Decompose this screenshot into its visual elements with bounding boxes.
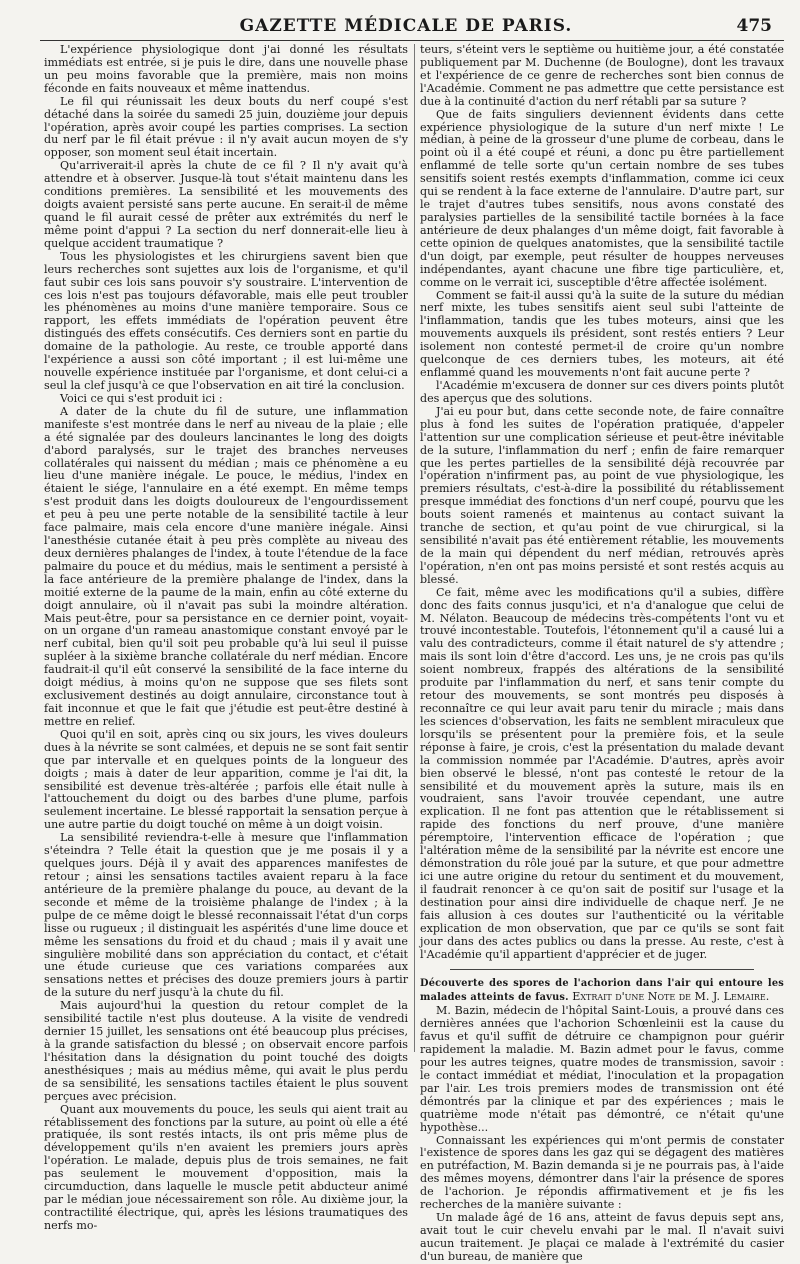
paragraph: Quoi qu'il en soit, après cinq ou six jours, les vives douleurs dues à la névrite se sont calmées, et depuis ne se sont fait sentir que par intervalle et en quelques points de la longueur des doigts ; mais à dater de leur apparition, comme je l'ai dit, la sensibilité est devenue très-altérée ; parfois elle était nulle à l'attouchement du doigt ou des barbes d'une plume, parfois seulement incertaine. Le blessé rapportait la sensation perçue à une autre partie du doigt touché on même à un doigt voisin. [44, 727, 409, 832]
paragraph: l'Académie m'excusera de donner sur ces divers points plutôt des aperçus que des solutions. [420, 378, 784, 405]
left-column [44, 43, 409, 1232]
section-title: Découverte des spores de l'achorion dans l'air qui entoure les malades atteints de favus. [420, 978, 784, 1004]
paragraph: Mais aujourd'hui la question du retour complet de la sensibilité tactile n'est plus douteuse. A la visite de vendredi dernier 15 juillet, les sensations ont été beaucoup plus précises, à la grande satisfaction du blessé ; on observait encore parfois l'hésitation dans la désignation du point touché des doigts anesthésiques ; mais au médius même, qui avait le plus perdu de sa sensibilité, les sensations tactiles étaient le plus souvent perçues avec précision. [44, 999, 408, 1103]
paragraph: Ce fait, même avec les modifications qu'il a subies, diffère donc des faits connus jusqu'ici, et n'a d'analogue que celui de M. Nélaton. Beaucoup de médecins très-compétents l'ont vu et trouvé incontestable. Toutefois, l'étonnement qu'il a causé lui a valu des contradicteurs, comme il était naturel de s'y attendre ; mais ils sont loin d'être d'accord. Les uns, je ne crois pas qu'ils soient nombreux, frappés des altérations de la sensibilité produite par l'inflammation du nerf, et sans tenir compte du retour des mouvements, se sont montrés peu disposés à reconnaître ce qui leur avait paru tenir du miracle ; mais dans les sciences d'observation, les faits ne semblent miraculeux que lorsqu'ils se présentent pour la première fois, et la seule réponse à faire, je crois, c'est la présentation du malade devant la commission nommée par l'Académie. D'autres, après avoir bien observé le blessé, n'ont pas contesté le retour de la sensibilité et du mouvement après la suture, mais ils en voudraient, sans l'avoir trouvée cependant, une autre explication. Il ne font pas attention que le rétablissement si rapide des fonctions du nerf prouve, d'une manière péremptoire, l'intervention efficace de l'opération ; que l'altération même de la sensibilité par la névrite est encore une démonstration du rôle joué par la suture, et que pour admettre ici une autre origine du retour du sentiment et du mouvement, il faudrait renoncer à ce qu'on sait de positif sur l'usage et la destination pour ainsi dire individuelle de chaque nerf. Je ne fais allusion à ces doutes sur l'authenticité ou la véritable explication de mon observation, que par ce qu'ils se sont fait jour dans des actes publics ou dans la presse. Au reste, c'est à l'Académie qu'il appartient d'apprécier et de juger. [420, 585, 784, 961]
paragraph: La sensibilité reviendra-t-elle à mesure que l'inflammation s'éteindra ? Telle était la question que je me posais il y a quelques jours. Déjà il y avait des apparences manifestes de retour ; ainsi les sensations tactiles avaient reparu à la face antérieure de la première phalange du pouce, au devant de la seconde et même de la troisième phalange de l'index ; à la pulpe de ce même doigt le blessé reconnaissait l'état d'un corps lisse ou rugueux ; il distinguait les aspérités d'une lime douce et même les sensations du froid et du chaud ; mais il y avait une singulière mobilité dans son appréciation du contact, et c'était une étude curieuse que ces variations comparées aux sensations nettes et précises des douze premiers jours à partir de la suture du nerf jusqu'à la chute du fil. [44, 831, 408, 1000]
paragraph: Un malade âgé de 16 ans, atteint de favus depuis sept ans, avait tout le cuir chevelu envahi par le mal. Il n'avait suivi aucun traitement. Je plaçai ce malade à l'extrémité du casier d'un bureau, de manière que [420, 1211, 784, 1263]
paragraph: J'ai eu pour but, dans cette seconde note, de faire connaître plus à fond les suites de l'opération pratiquée, d'appeler l'attention sur une complication sérieuse et peut-être inévitable de la suture, l'inflammation du nerf ; enfin de faire remarquer que les pertes partielles de la sensibilité déjà recouvrée par l'opération n'infirment pas, au point de vue physiologique, les premiers résultats, c'est-à-dire la possibilité du rétablissement presque immédiat des fonctions d'un nerf coupé, pourvu que les bouts soient ramenés et maintenus au contact suivant la tranche de section, et qu'au point de vue chirurgical, si la sensibilité n'avait pas été entièrement rétablie, les mouvements de la main qui dépendent du nerf médian, retrouvés après l'opération, n'en ont pas moins persisté et sont restés acquis au blessé. [420, 404, 784, 586]
paragraph: teurs, s'éteint vers le septième ou huitième jour, a été constatée publiquement par M. Duchenne (de Boulogne), dont les travaux et l'expérience de ce genre de recherches sont bien connus de l'Académie. Comment ne pas admettre que cette persistance est due à la continuité d'action du nerf rétabli par sa suture ? [420, 43, 784, 108]
paragraph: Le fil qui réunissait les deux bouts du nerf coupé s'est détaché dans la soirée du samedi 25 juin, douzième jour depuis l'opération, après avoir coupé les parties comprises. La section du nerf par le fil était prévue : il n'y avait aucun moyen de s'y opposer, son moment seul était incertain. [44, 94, 408, 160]
paragraph: Voici ce qui s'est produit ici : [60, 391, 223, 405]
paragraph: A dater de la chute du fil de suture, une inflammation manifeste s'est montrée dans le nerf au niveau de la plaie ; elle a été signalée par des douleurs lancinantes le long des doigts d'abord paralysés, sur le trajet des branches nerveuses collatérales qui naissent du médian ; mais ce phénomène a eu lieu d'une manière inégale. Le pouce, le médius, l'index en étaient le siége, l'annulaire en a été exempt. En même temps s'est produit dans les doigts douloureux de l'engourdissement et peu à peu une perte notable de la sensibilité tactile à leur face palmaire, mais cela encore d'une manière inégale. Ainsi l'anesthésie cutanée était à peu près complète au niveau des deux dernières phalanges de l'index, à toute l'étendue de la face palmaire du pouce et du médius, mais le sentiment a persisté à la face antérieure de la première phalange de l'index, dans la moitié externe de la paume de la main, enfin au côté externe du doigt annulaire, où il n'avait pas subi la moindre altération. Mais peut-être, pour sa persistance en ce dernier point, voyait-on un organe d'un rameau anastomique constant envoyé par le nerf cubital, bien qu'il soit peu probable qu'à lui seul il puisse supléer à la sixième branche collatérale du nerf médian. Encore faudrait-il qu'il eût conservé la sensibilité de la face interne du doigt médius, à moins qu'on ne suppose que ses filets sont exclusivement destinés au doigt annulaire, circonstance tout à fait inconnue et que le fait que j'étudie est peut-être destiné à mettre en relief. [44, 404, 408, 728]
journal-title: GAZETTE MÉDICALE DE PARIS. [239, 16, 573, 36]
section-subtitle: Extrait d'une Note de M. J. Lemaire. [572, 990, 770, 1004]
paragraph: Comment se fait-il aussi qu'à la suite de la suture du médian nerf mixte, les tubes sensitifs aient seul subi l'atteinte de l'inflammation, tandis que les tubes moteurs, ainsi que les mouvements auxquels ils président, sont restés entiers ? Leur isolement non contesté permet-il de croire qu'un nombre quelconque de ces derniers tubes, les moteurs, ait été enflammé quand les mouvements n'ont fait aucune perte ? [420, 288, 784, 380]
section-heading [420, 977, 784, 1005]
right-column [420, 43, 784, 1263]
paragraph: Quant aux mouvements du pouce, les seuls qui aient trait au rétablissement des fonctions par la suture, au point où elle a été pratiquée, ils sont restés intacts, ils ont pris même plus de développement qu'ils n'en avaient les premiers jours après l'opération. Le malade, depuis plus de trois semaines, ne fait pas seulement le mouvement d'opposition, mais la circumduction, dans laquelle le muscle petit abducteur animé par le médian joue nécessairement son rôle. Au dixième jour, la contractilité électrique, qui, après les lésions traumatiques des nerfs mo- [44, 1102, 408, 1232]
page-number: 475 [736, 16, 772, 36]
header-rule [40, 40, 784, 41]
paragraph: Qu'arriverait-il après la chute de ce fil ? Il n'y avait qu'à attendre et à observer. Jusque-là tout s'était maintenu dans les conditions premières. La sensibilité et les mouvements des doigts avaient persisté sans perte aucune. En serait-il de même quand le fil aurait cessé de prêter aux extrémités du nerf le même point d'appui ? La section du nerf donnerait-elle lieu à quelque accident traumatique ? [44, 159, 408, 250]
section-rule [450, 969, 754, 970]
paragraph: Connaissant les expériences qui m'ont permis de constater l'existence de spores dans les gaz qui se dégagent des matières en putréfaction, M. Bazin demanda si je ne pourrais pas, à l'aide des mêmes moyens, démontrer dans l'air la présence de spores de l'achorion. Je répondis affirmativement et je fis les recherches de la manière suivante : [420, 1133, 784, 1212]
paragraph: Tous les physiologistes et les chirurgiens savent bien que leurs recherches sont sujettes aux lois de l'organisme, et qu'il faut subir ces lois sans pouvoir s'y soustraire. L'intervention de ces lois n'est pas toujours défavorable, mais elle peut troubler les phénomènes au moins d'une manière temporaire. Sous ce rapport, les effets immédiats de l'opération peuvent être distingués des effets consécutifs. Ces derniers sont en partie du domaine de la pathologie. Au reste, ce trouble apporté dans l'expérience a aussi son côté important ; il est lui-même une nouvelle expérience instituée par l'organisme, et dont celui-ci a seul la clef jusqu'à ce que l'observation en ait tiré la conclusion. [44, 249, 408, 392]
paragraph: L'expérience physiologique dont j'ai donné les résultats immédiats est entrée, si je puis le dire, dans une nouvelle phase un peu moins favorable que la première, mais non moins féconde en faits nouveaux et même inattendus. [44, 43, 408, 95]
paragraph: Que de faits singuliers deviennent évidents dans cette expérience physiologique de la suture d'un nerf mixte ! Le médian, à peine de la grosseur d'une plume de corbeau, dans le point où il a été coupé et réuni, a donc pu être partiellement enflammé de telle sorte qu'un certain nombre de ses tubes sensitifs soient restés exempts d'inflammation, comme ici ceux qui se rendent à la face externe de l'annulaire. D'autre part, sur le trajet d'autres tubes sensitifs, nous avons constaté des paralysies partielles de la sensibilité tactile bornées à la face antérieure de deux phalanges d'un même doigt, fait favorable à cette opinion de quelques anatomistes, que la sensibilité tactile d'un doigt, par exemple, peut résulter de houppes nerveuses indépendantes, ayant chacune une fibre tige particulière, et, comme on le verrait ici, susceptible d'être affectée isolément. [420, 107, 784, 289]
page-header [40, 14, 772, 40]
paragraph: M. Bazin, médecin de l'hôpital Saint-Louis, a prouvé dans ces dernières années que l'achorion Schœnleinii est la cause du favus et qu'il suffit de détruire ce champignon pour guérir rapidement la maladie. M. Bazin admet pour le favus, comme pour les autres teignes, quatre modes de transmission, savoir : le contact immédiat et médiat, l'inoculation et la propagation par l'air. Les trois premiers modes de transmission ont été démontrés par la clinique et par des expériences ; mais le quatrième mode n'était pas démontré, ce n'était qu'une hypothèse... [420, 1004, 784, 1134]
column-divider [414, 44, 415, 1052]
